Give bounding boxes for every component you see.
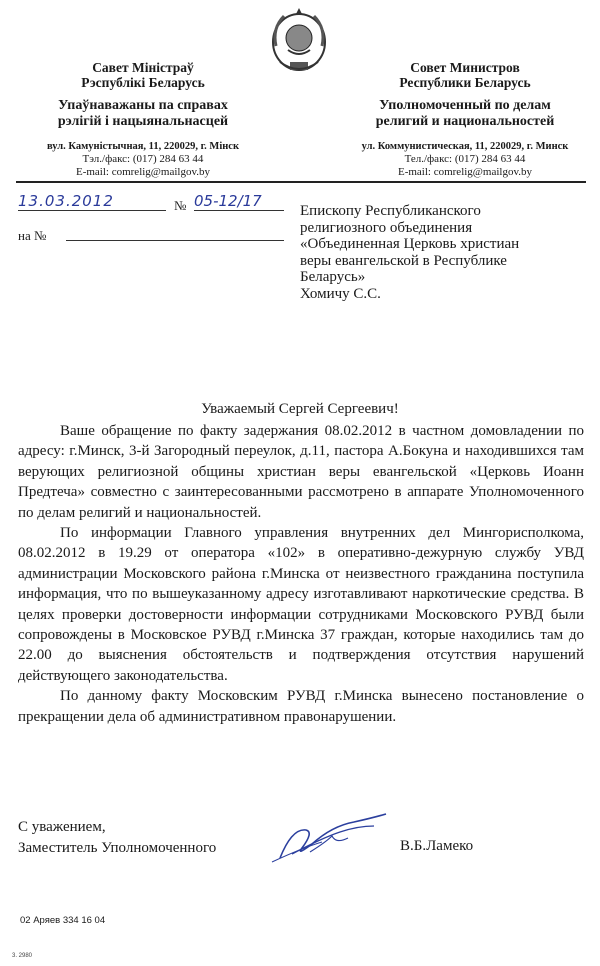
reference-blank: [66, 240, 284, 241]
reference-line: [18, 228, 46, 244]
body-paragraph: По данному факту Московским РУВД г.Минска вынесено постановление о прекращении дела об административном правонарушении.: [18, 688, 584, 725]
address-be: вул. Камуністычная, 11, 220029, г. Мінск: [46, 141, 240, 152]
letterhead-left: [18, 60, 268, 179]
addressee-line: Хомичу С.С.: [300, 285, 381, 302]
letter-body: [18, 421, 584, 727]
registration-number: 05-12/17: [194, 192, 284, 211]
email-ru: E-mail: comrelig@mailgov.by: [397, 166, 533, 178]
addressee-line: веры евангельской в Республике: [300, 252, 507, 269]
org-line2-ru: Республики Беларусь: [399, 75, 531, 90]
footer-executor: 02 Аряев 334 16 04: [20, 915, 106, 926]
org-line1-be: Савет Міністраў: [92, 60, 194, 75]
dept-line1-ru: Уполномоченный по делам: [379, 98, 551, 113]
dept-line2-ru: религий и национальностей: [375, 114, 555, 129]
addressee-line: Епископу Республиканского: [300, 203, 481, 219]
phone-be: Тэл./факс: (017) 284 63 44: [82, 153, 204, 165]
dept-line2-be: рэлігій і нацыянальнасцей: [57, 114, 229, 129]
body-paragraph: По информации Главного управления внутренних дел Мингорисполкома, 08.02.2012 в 19.29 от оператора «102» в оперативно-дежурную службу УВД администрации Московского района г.Минска от неизвестного гражданина поступила информация, что по вышеуказанному адресу изготавливают наркотические средства. В целях проверки достоверности информации сотрудниками Московского РУВД были сопровождены в Московское РУВД г.Минска 37 граждан, которые находились там до 22.00 до выяснения обстоятельств и подтверждения отсутствия нарушений действующего законодательства.: [18, 525, 584, 684]
reference-label: на №: [18, 228, 47, 243]
closing-title: Заместитель Уполномоченного: [18, 840, 217, 856]
addressee-line: «Объединенная Церковь христиан: [300, 236, 520, 252]
signatory-name: В.Б.Ламеко: [400, 838, 474, 854]
salutation: Уважаемый Сергей Сергеевич!: [201, 401, 399, 417]
state-emblem-icon: [266, 6, 332, 76]
handwritten-signature: [262, 808, 392, 868]
footer-print-code: 3. 2980: [12, 953, 33, 959]
letterhead-divider: [16, 181, 586, 183]
org-line1-ru: Совет Министров: [410, 60, 520, 75]
addressee-line: Беларусь»: [300, 269, 366, 285]
closing-regards: С уважением,: [18, 819, 106, 835]
dept-line1-be: Упаўнаважаны па справах: [58, 98, 228, 113]
body-paragraph: Ваше обращение по факту задержания 08.02.2012 в частном домовладении по адресу: г.Минск, 3-й Загородный переулок, д.11, пастора А.Бокуна и находившихся там верующих религиозной общины христиан веры евангельской «Церковь Иоанн Предтеча» совместно с заинтересованными рассмотрено в аппарате Уполномоченного по делам религий и национальностей.: [18, 423, 584, 521]
registration-date: 13.03.2012: [18, 192, 166, 211]
closing-block: [18, 817, 216, 859]
address-ru: ул. Коммунистическая, 11, 220029, г. Минск: [361, 141, 569, 152]
email-be: E-mail: comrelig@mailgov.by: [75, 166, 211, 178]
org-line2-be: Рэспублікі Беларусь: [81, 75, 205, 90]
phone-ru: Тел./факс: (017) 284 63 44: [404, 153, 526, 165]
addressee-block: [300, 203, 585, 302]
letterhead-right: [340, 60, 590, 179]
addressee-line: религиозного объединения: [300, 219, 473, 236]
registration-number-label: №: [174, 198, 187, 213]
